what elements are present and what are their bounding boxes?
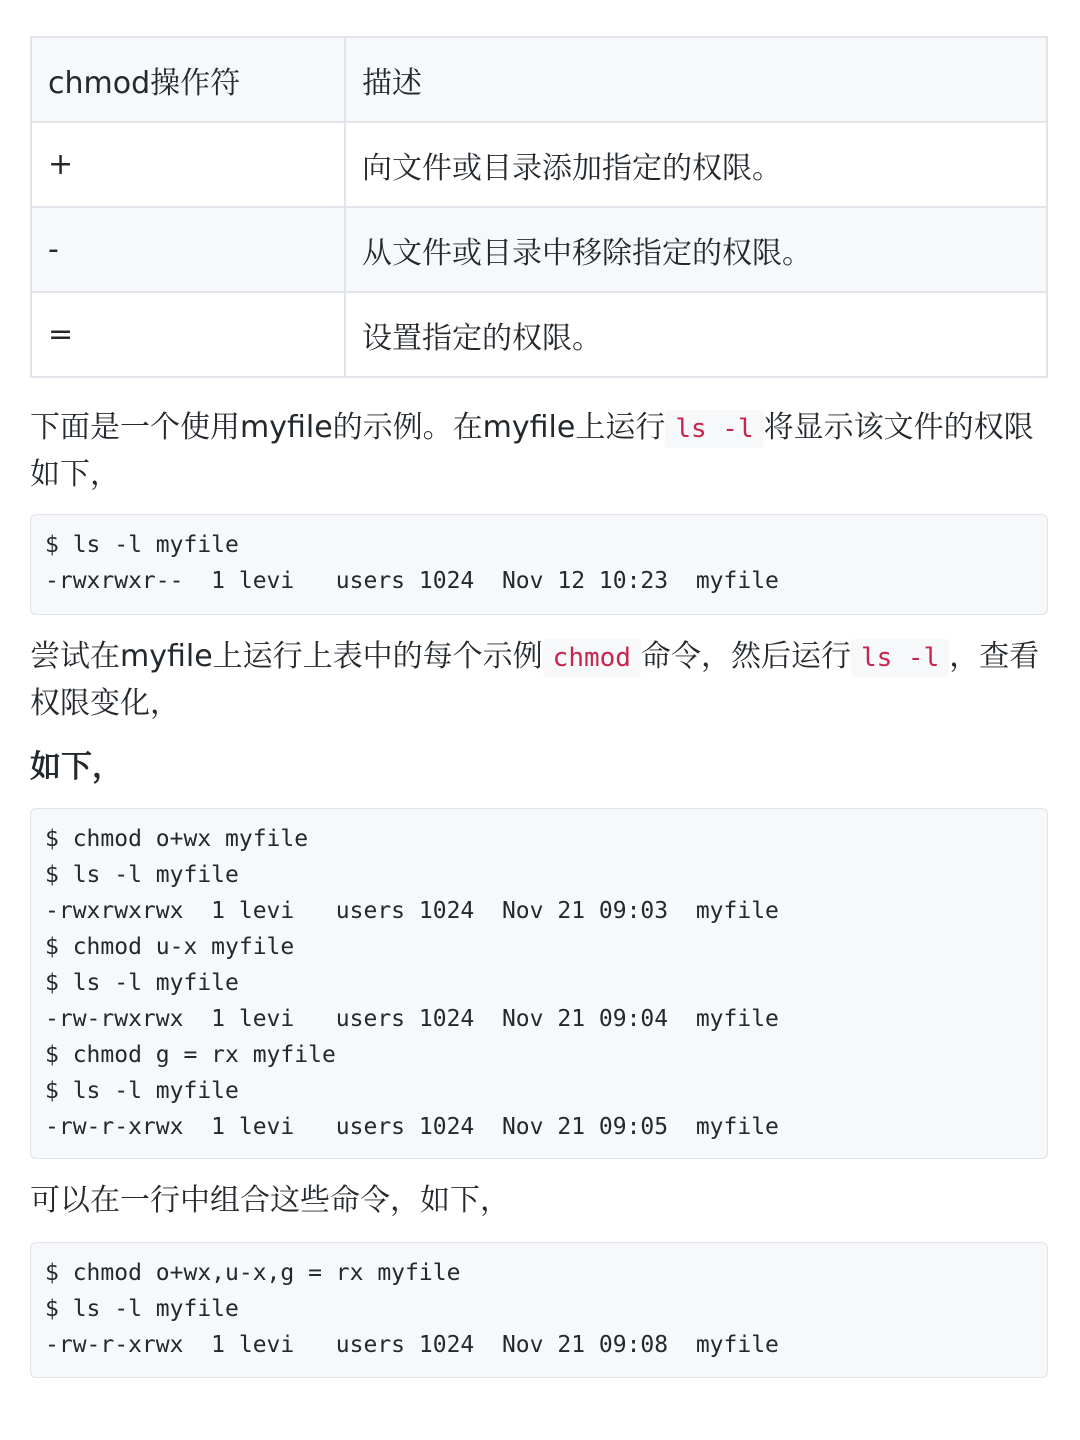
code-line: $ chmod u-x myfile — [45, 934, 295, 960]
code-line: $ ls -l myfile — [45, 1296, 239, 1322]
table-header-cell: chmod操作符 — [31, 37, 345, 122]
inline-code: chmod — [543, 639, 641, 677]
code-line: $ ls -l myfile — [45, 862, 239, 888]
bold-heading: 如下， — [30, 749, 123, 785]
code-line: $ ls -l myfile — [45, 1078, 239, 1104]
paragraph-text: 下面是一个使用myfile的示例。在myfile上运行 — [30, 410, 666, 445]
paragraph-text: 将显示该文件的权限如下， — [30, 410, 1034, 492]
code-block-combined — [30, 1242, 1048, 1378]
paragraph-text: 命令，然后运行 — [640, 639, 851, 674]
paragraph-text: ，查看权限变化， — [30, 639, 1040, 721]
operator-cell: + — [31, 122, 345, 207]
operator-cell: - — [31, 207, 345, 292]
combine-paragraph: 可以在一行中组合这些命令，如下， — [30, 1183, 510, 1218]
code-line: -rw-rwxrwx 1 levi users 1024 Nov 21 09:04 myfile — [45, 1006, 779, 1032]
code-block-ls — [30, 514, 1048, 615]
description-cell: 从文件或目录中移除指定的权限。 — [345, 207, 1047, 292]
table-row — [31, 207, 1047, 292]
code-line: -rwxrwxr-- 1 levi users 1024 Nov 12 10:23 myfile — [45, 568, 779, 594]
code-block-chmod-steps — [30, 808, 1048, 1159]
table-row — [31, 292, 1047, 377]
table-header-row — [31, 37, 1047, 122]
operator-cell: = — [31, 292, 345, 377]
description-cell: 向文件或目录添加指定的权限。 — [345, 122, 1047, 207]
table-row — [31, 122, 1047, 207]
code-line: -rwxrwxrwx 1 levi users 1024 Nov 21 09:03 myfile — [45, 898, 779, 924]
example-intro-paragraph — [30, 405, 1050, 498]
paragraph-text: 尝试在myfile上运行上表中的每个示例 — [30, 639, 543, 674]
chmod-operators-table — [30, 36, 1048, 378]
try-examples-paragraph — [30, 634, 1050, 727]
code-line: -rw-r-xrwx 1 levi users 1024 Nov 21 09:05 myfile — [45, 1114, 779, 1140]
code-line: -rw-r-xrwx 1 levi users 1024 Nov 21 09:08 myfile — [45, 1332, 779, 1358]
code-line: $ chmod o+wx,u-x,g = rx myfile — [45, 1260, 461, 1286]
code-line: $ chmod o+wx myfile — [45, 826, 309, 852]
code-line: $ ls -l myfile — [45, 970, 239, 996]
code-line: $ ls -l myfile — [45, 532, 239, 558]
code-line: $ chmod g = rx myfile — [45, 1042, 336, 1068]
inline-code: ls -l — [851, 639, 949, 677]
inline-code: ls -l — [665, 410, 763, 448]
description-cell: 设置指定的权限。 — [345, 292, 1047, 377]
table-header-cell: 描述 — [345, 37, 1047, 122]
